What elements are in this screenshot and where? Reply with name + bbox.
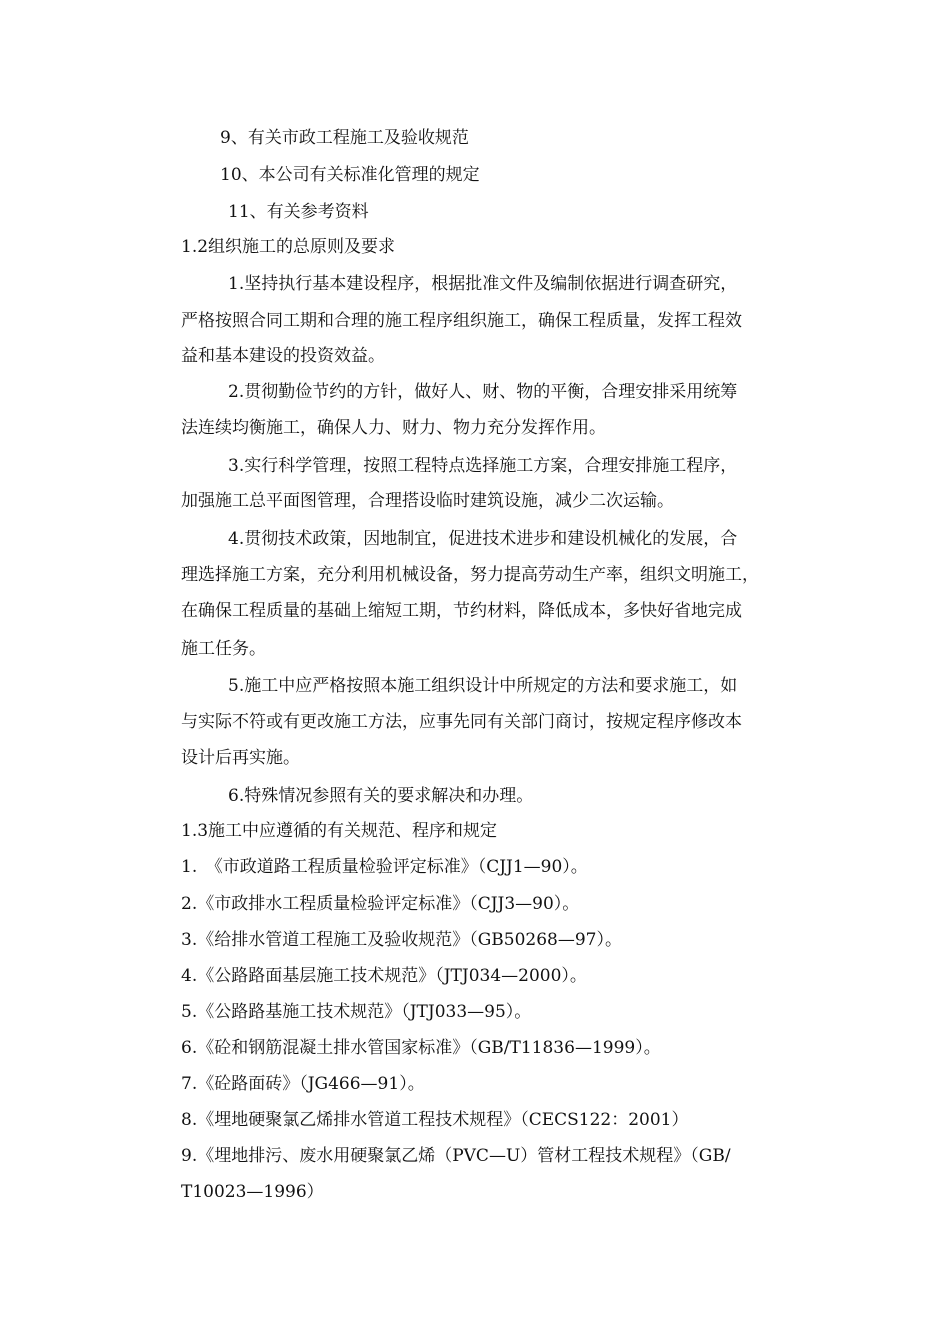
- section-heading-1-3: 1.3施工中应遵循的有关规范、程序和规定: [181, 821, 498, 841]
- list-item: 5.《公路路基施工技术规范》（JTJ033—95）。: [181, 1002, 532, 1022]
- paragraph-line: 加强施工总平面图管理，合理搭设临时建筑设施，减少二次运输。: [181, 491, 674, 511]
- paragraph-line: 与实际不符或有更改施工方法，应事先同有关部门商讨，按规定程序修改本: [181, 712, 742, 732]
- paragraph-line: 施工任务。: [181, 639, 266, 659]
- list-item: 2.《市政排水工程质量检验评定标准》（CJJ3—90）。: [181, 894, 580, 914]
- paragraph-line: 理选择施工方案，充分利用机械设备，努力提高劳动生产率，组织文明施工，: [181, 565, 759, 585]
- list-item: 1. 《市政道路工程质量检验评定标准》（CJJ1—90）。: [181, 857, 588, 877]
- basis-item-9: 9、有关市政工程施工及验收规范: [220, 128, 469, 148]
- paragraph-line: 法连续均衡施工，确保人力、财力、物力充分发挥作用。: [181, 418, 606, 438]
- paragraph-line: 6.特殊情况参照有关的要求解决和办理。: [228, 786, 534, 806]
- paragraph-line: 在确保工程质量的基础上缩短工期，节约材料，降低成本，多快好省地完成: [181, 601, 742, 621]
- list-item: 6.《砼和钢筋混凝土排水管国家标准》（GB/T11836—1999）。: [181, 1038, 661, 1058]
- section-heading-1-2: 1.2组织施工的总原则及要求: [181, 237, 396, 257]
- list-item: 8.《埋地硬聚氯乙烯排水管道工程技术规程》（CECS122：2001）: [181, 1110, 689, 1130]
- paragraph-line: 4.贯彻技术政策，因地制宜，促进技术进步和建设机械化的发展，合: [228, 529, 738, 549]
- paragraph-line: 2.贯彻勤俭节约的方针，做好人、财、物的平衡，合理安排采用统筹: [228, 382, 738, 402]
- basis-item-10: 10、本公司有关标准化管理的规定: [220, 165, 480, 185]
- list-item: 7.《砼路面砖》（JG466—91）。: [181, 1074, 425, 1094]
- paragraph-line: 1.坚持执行基本建设程序，根据批准文件及编制依据进行调查研究，: [228, 274, 738, 294]
- paragraph-line: 3.实行科学管理，按照工程特点选择施工方案，合理安排施工程序，: [228, 456, 738, 476]
- paragraph-line: 设计后再实施。: [181, 748, 300, 768]
- paragraph-line: 益和基本建设的投资效益。: [181, 346, 385, 366]
- paragraph-line: 5.施工中应严格按照本施工组织设计中所规定的方法和要求施工，如: [228, 676, 738, 696]
- list-item: 4.《公路路面基层施工技术规范》（JTJ034—2000）。: [181, 966, 587, 986]
- basis-item-11: 11、有关参考资料: [228, 202, 369, 222]
- list-item: 9.《埋地排污、废水用硬聚氯乙烯（PVC—U）管材工程技术规程》（GB/: [181, 1146, 731, 1166]
- list-item: 3.《给排水管道工程施工及验收规范》（GB50268—97）。: [181, 930, 623, 950]
- paragraph-line: 严格按照合同工期和合理的施工程序组织施工，确保工程质量，发挥工程效: [181, 311, 742, 331]
- list-item-continuation: T10023—1996）: [181, 1182, 324, 1202]
